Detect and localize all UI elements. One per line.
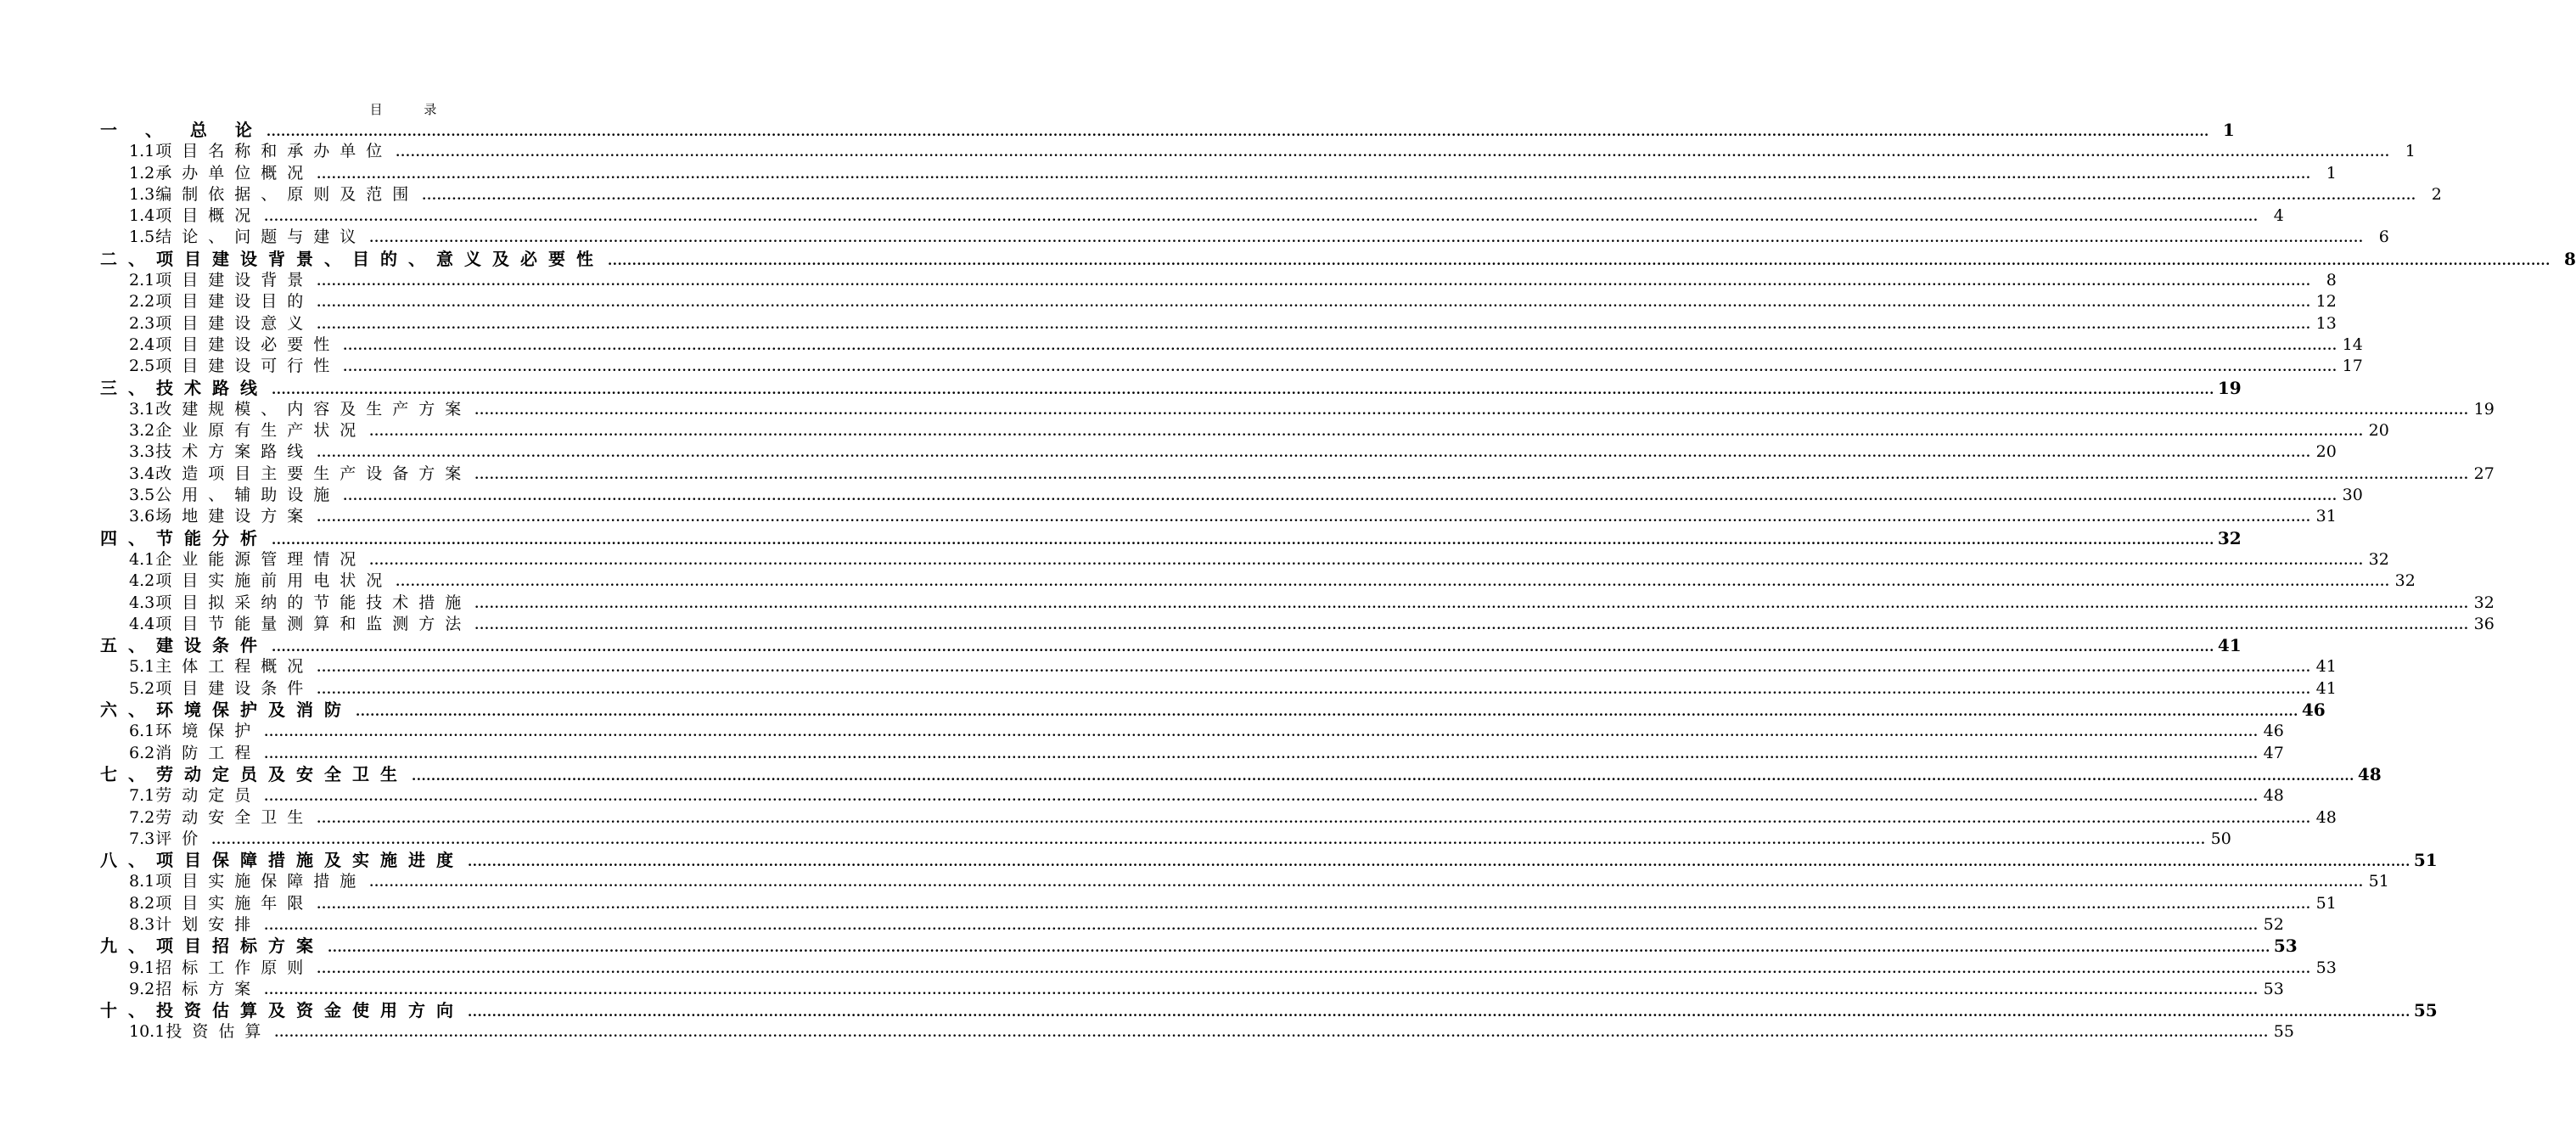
toc-entry-page-number: 51 — [2368, 872, 2389, 891]
toc-section-entry[interactable] — [100, 313, 2337, 334]
toc-entry-label: 改造项目主要生产设备方案 — [155, 464, 472, 483]
toc-section-entry[interactable] — [100, 979, 2284, 1000]
toc-section-entry[interactable] — [100, 184, 2442, 205]
toc-entry-page-number: 4 — [2273, 206, 2284, 226]
toc-entry-label: 劳动定员 — [155, 786, 261, 806]
dot-leader: ................................................................................................................................................................................................................................................................................................................................................................................................................ — [343, 339, 2337, 353]
toc-section-entry[interactable] — [100, 270, 2337, 291]
toc-entry-label: 项目建设意义 — [155, 313, 314, 333]
dot-leader: ................................................................................................................................................................................................................................................................................................................................................................................................................ — [264, 747, 2259, 762]
toc-entry-number: 1.4 — [129, 206, 155, 226]
toc-entry-label: 招标工作原则 — [155, 958, 314, 977]
toc-entry-label: 招标方案 — [155, 979, 261, 998]
toc-entry-number: 2.5 — [129, 357, 155, 376]
toc-entry-label: 五、建设条件 — [100, 635, 268, 656]
toc-entry-page-number: 13 — [2315, 313, 2337, 333]
toc-entry-page-number: 41 — [2315, 657, 2337, 677]
toc-entry-label: 七、劳动定员及安全卫生 — [100, 763, 408, 784]
dot-leader: ................................................................................................................................................................................................................................................................................................................................................................................................................ — [369, 876, 2364, 891]
toc-entry-page-number: 32 — [2473, 593, 2495, 612]
toc-entry-page-number: 20 — [2368, 421, 2389, 441]
dot-leader: ................................................................................................................................................................................................................................................................................................................................................................................................................ — [396, 146, 2390, 160]
dot-leader: ................................................................................................................................................................................................................................................................................................................................................................................................................ — [317, 661, 2311, 676]
dot-leader: ................................................................................................................................................................................................................................................................................................................................................................................................................ — [264, 790, 2259, 805]
toc-entry-label: 项目名称和承办单位 — [155, 142, 393, 161]
dot-leader: ................................................................................................................................................................................................................................................................................................................................................................................................................ — [412, 767, 2354, 784]
dot-leader: ................................................................................................................................................................................................................................................................................................................................................................................................................ — [264, 726, 2259, 740]
toc-entry-number: 6.2 — [129, 743, 155, 762]
dot-leader: ................................................................................................................................................................................................................................................................................................................................................................................................................ — [468, 854, 2410, 870]
toc-entry-label: 环境保护 — [155, 722, 261, 741]
toc-entry-number: 2.2 — [129, 292, 155, 312]
toc-section-entry[interactable] — [100, 829, 2231, 850]
dot-leader: ................................................................................................................................................................................................................................................................................................................................................................................................................ — [343, 361, 2337, 375]
toc-entry-number: 3.4 — [129, 464, 155, 483]
dot-leader: ................................................................................................................................................................................................................................................................................................................................................................................................................ — [608, 252, 2551, 268]
toc-entry-number: 8.1 — [129, 872, 155, 891]
dot-leader: ................................................................................................................................................................................................................................................................................................................................................................................................................ — [317, 683, 2311, 697]
toc-chapter-entry[interactable] — [100, 936, 2298, 957]
toc-section-entry[interactable] — [100, 356, 2363, 377]
toc-entry-number: 1.1 — [129, 142, 155, 161]
toc-entry-label: 改建规模、内容及生产方案 — [155, 399, 472, 419]
toc-section-entry[interactable] — [100, 464, 2495, 485]
dot-leader: ................................................................................................................................................................................................................................................................................................................................................................................................................ — [211, 833, 2206, 847]
dot-leader: ................................................................................................................................................................................................................................................................................................................................................................................................................ — [272, 639, 2214, 655]
toc-entry-label: 项目建设可行性 — [155, 357, 340, 376]
toc-entry-number: 5.2 — [129, 678, 155, 698]
toc-entry-label: 承办单位概况 — [155, 163, 314, 183]
toc-section-entry[interactable] — [100, 506, 2337, 527]
toc-entry-number: 9.1 — [129, 958, 155, 977]
toc-entry-label: 九、项目招标方案 — [100, 936, 324, 957]
dot-leader: ................................................................................................................................................................................................................................................................................................................................................................................................................ — [317, 812, 2311, 826]
toc-entry-label: 十、投资估算及资金使用方向 — [100, 1000, 464, 1021]
dot-leader: ................................................................................................................................................................................................................................................................................................................................................................................................................ — [317, 318, 2311, 332]
toc-entry-label: 项目节能量测算和监测方法 — [155, 614, 472, 633]
toc-entry-label: 结论、问题与建议 — [155, 228, 367, 247]
toc-entry-page-number: 55 — [2413, 1000, 2438, 1021]
dot-leader: ................................................................................................................................................................................................................................................................................................................................................................................................................ — [369, 554, 2364, 568]
toc-entry-label: 二、项目建设背景、目的、意义及必要性 — [100, 248, 604, 269]
toc-chapter-entry[interactable] — [100, 763, 2382, 785]
toc-chapter-entry[interactable] — [100, 850, 2438, 871]
toc-section-entry[interactable] — [100, 593, 2495, 614]
toc-entry-number: 3.2 — [129, 421, 155, 441]
toc-entry-page-number: 46 — [2301, 700, 2326, 721]
toc-entry-label: 计划安排 — [155, 914, 261, 934]
toc-entry-page-number: 27 — [2473, 464, 2495, 483]
toc-section-entry[interactable] — [100, 614, 2495, 635]
toc-entry-page-number: 53 — [2263, 979, 2284, 998]
dot-leader: ................................................................................................................................................................................................................................................................................................................................................................................................................ — [274, 1026, 2269, 1041]
toc-section-entry[interactable] — [100, 721, 2284, 742]
toc-entry-number: 3.5 — [129, 486, 155, 505]
toc-entry-page-number: 46 — [2263, 722, 2284, 741]
toc-entry-number: 2.4 — [129, 334, 155, 354]
toc-entry-label: 企业能源管理情况 — [155, 549, 367, 569]
toc-entry-label: 项目拟采纳的节能技术措施 — [155, 593, 472, 612]
toc-chapter-entry[interactable] — [100, 700, 2326, 721]
toc-entry-label: 项目实施前用电状况 — [155, 571, 393, 591]
toc-entry-page-number: 41 — [2217, 635, 2242, 656]
dot-leader: ................................................................................................................................................................................................................................................................................................................................................................................................................ — [266, 124, 2209, 139]
toc-entry-number: 4.3 — [129, 593, 155, 612]
toc-section-entry[interactable] — [100, 163, 2337, 184]
toc-section-entry[interactable] — [100, 141, 2416, 162]
toc-entry-label: 一 、 总 论 — [100, 120, 263, 140]
toc-entry-number: 8.2 — [129, 893, 155, 913]
toc-entry-label: 投资估算 — [166, 1022, 272, 1042]
toc-entry-page-number: 48 — [2263, 786, 2284, 806]
dot-leader: ................................................................................................................................................................................................................................................................................................................................................................................................................ — [272, 531, 2214, 548]
toc-entry-page-number: 48 — [2315, 807, 2337, 827]
dot-leader: ................................................................................................................................................................................................................................................................................................................................................................................................................ — [317, 167, 2311, 182]
dot-leader: ................................................................................................................................................................................................................................................................................................................................................................................................................ — [264, 983, 2259, 998]
toc-entry-label: 项目建设条件 — [155, 678, 314, 698]
toc-entry-label: 企业原有生产状况 — [155, 421, 367, 441]
dot-leader: ................................................................................................................................................................................................................................................................................................................................................................................................................ — [343, 490, 2337, 504]
dot-leader: ................................................................................................................................................................................................................................................................................................................................................................................................................ — [317, 897, 2311, 912]
toc-section-entry[interactable] — [100, 441, 2337, 463]
toc-entry-label: 项目建设目的 — [155, 292, 314, 312]
toc-section-entry[interactable] — [100, 227, 2389, 248]
dot-leader: ................................................................................................................................................................................................................................................................................................................................................................................................................ — [317, 275, 2311, 289]
toc-entry-number: 1.5 — [129, 228, 155, 247]
toc-section-entry[interactable] — [100, 785, 2284, 807]
toc-section-entry[interactable] — [100, 549, 2389, 570]
toc-section-entry[interactable] — [100, 1021, 2294, 1043]
toc-entry-number: 5.1 — [129, 657, 155, 677]
toc-section-entry[interactable] — [100, 807, 2337, 829]
toc-section-entry[interactable] — [100, 871, 2389, 892]
toc-entry-number: 10.1 — [129, 1022, 166, 1042]
toc-chapter-entry[interactable] — [100, 1000, 2438, 1021]
toc-entry-page-number: 41 — [2315, 678, 2337, 698]
dot-leader: ................................................................................................................................................................................................................................................................................................................................................................................................................ — [474, 618, 2469, 632]
toc-section-entry[interactable] — [100, 420, 2389, 441]
toc-entry-label: 六、环境保护及消防 — [100, 700, 352, 721]
toc-entry-page-number: 32 — [2394, 571, 2416, 591]
toc-entry-page-number: 32 — [2217, 527, 2242, 548]
toc-entry-label: 劳动安全卫生 — [155, 807, 314, 827]
toc-entry-page-number: 47 — [2263, 743, 2284, 762]
toc-section-entry[interactable] — [100, 399, 2495, 420]
dot-leader: ................................................................................................................................................................................................................................................................................................................................................................................................................ — [396, 576, 2390, 590]
toc-entry-page-number: 8 — [2326, 271, 2337, 290]
toc-entry-number: 3.1 — [129, 399, 155, 419]
toc-entry-label: 项目实施年限 — [155, 893, 314, 913]
toc-entry-number: 1.2 — [129, 163, 155, 183]
toc-entry-page-number: 19 — [2473, 399, 2495, 419]
toc-entry-number: 2.1 — [129, 271, 155, 290]
toc-entry-label: 项目建设背景 — [155, 271, 314, 290]
dot-leader: ................................................................................................................................................................................................................................................................................................................................................................................................................ — [317, 296, 2311, 311]
toc-entry-page-number: 50 — [2210, 829, 2231, 848]
toc-entry-page-number: 1 — [2405, 142, 2416, 161]
toc-section-entry[interactable] — [100, 656, 2337, 677]
toc-section-entry[interactable] — [100, 743, 2284, 764]
dot-leader: ................................................................................................................................................................................................................................................................................................................................................................................................................ — [468, 1004, 2410, 1020]
toc-entry-page-number: 1 — [2222, 120, 2235, 140]
toc-entry-label: 八、项目保障措施及实施进度 — [100, 850, 464, 871]
toc-entry-number: 3.3 — [129, 442, 155, 462]
toc-entry-label: 技术方案路线 — [155, 442, 314, 462]
toc-entry-label: 项目概况 — [155, 206, 261, 226]
toc-entry-label: 项目实施保障措施 — [155, 872, 367, 891]
toc-chapter-entry[interactable] — [100, 527, 2242, 549]
toc-entry-page-number: 31 — [2315, 507, 2337, 526]
toc-entry-number: 4.4 — [129, 614, 155, 633]
toc-entry-page-number: 8 — [2563, 248, 2576, 269]
toc-entry-label: 评价 — [155, 829, 209, 848]
dot-leader: ................................................................................................................................................................................................................................................................................................................................................................................................................ — [272, 381, 2214, 397]
dot-leader: ................................................................................................................................................................................................................................................................................................................................................................................................................ — [317, 511, 2311, 526]
toc-entry-number: 8.3 — [129, 914, 155, 934]
toc-title: 目 录 — [369, 102, 456, 117]
toc-section-entry[interactable] — [100, 914, 2284, 936]
toc-chapter-entry[interactable] — [100, 635, 2242, 656]
toc-entry-page-number: 55 — [2273, 1022, 2294, 1042]
toc-entry-page-number: 20 — [2315, 442, 2337, 462]
dot-leader: ................................................................................................................................................................................................................................................................................................................................................................................................................ — [369, 425, 2364, 440]
toc-entry-number: 7.2 — [129, 807, 155, 827]
toc-entry-number: 2.3 — [129, 313, 155, 333]
toc-entry-number: 4.2 — [129, 571, 155, 591]
dot-leader: ................................................................................................................................................................................................................................................................................................................................................................................................................ — [474, 468, 2469, 482]
toc-entry-label: 场地建设方案 — [155, 507, 314, 526]
dot-leader: ................................................................................................................................................................................................................................................................................................................................................................................................................ — [474, 403, 2469, 418]
toc-entry-page-number: 12 — [2315, 292, 2337, 312]
dot-leader: ................................................................................................................................................................................................................................................................................................................................................................................................................ — [356, 704, 2298, 720]
dot-leader: ................................................................................................................................................................................................................................................................................................................................................................................................................ — [264, 211, 2259, 225]
toc-entry-number: 6.1 — [129, 722, 155, 741]
toc-entry-page-number: 19 — [2217, 377, 2242, 398]
toc-entry-number: 3.6 — [129, 507, 155, 526]
toc-entry-page-number: 32 — [2368, 549, 2389, 569]
toc-entry-label: 编制依据、原则及范围 — [155, 184, 419, 204]
dot-leader: ................................................................................................................................................................................................................................................................................................................................................................................................................ — [264, 919, 2259, 933]
toc-entry-number: 9.2 — [129, 979, 155, 998]
toc-entry-page-number: 6 — [2378, 228, 2389, 247]
toc-section-entry[interactable] — [100, 205, 2284, 227]
dot-leader: ................................................................................................................................................................................................................................................................................................................................................................................................................ — [422, 188, 2416, 203]
toc-entry-page-number: 36 — [2473, 614, 2495, 633]
dot-leader: ................................................................................................................................................................................................................................................................................................................................................................................................................ — [317, 962, 2311, 976]
toc-entry-label: 消防工程 — [155, 743, 261, 762]
toc-section-entry[interactable] — [100, 291, 2337, 312]
toc-entry-page-number: 30 — [2342, 486, 2363, 505]
toc-entry-page-number: 48 — [2357, 763, 2382, 784]
toc-entry-number: 4.1 — [129, 549, 155, 569]
table-of-contents — [100, 120, 2576, 1043]
toc-entry-page-number: 17 — [2342, 357, 2363, 376]
toc-entry-label: 项目建设必要性 — [155, 334, 340, 354]
toc-section-entry[interactable] — [100, 485, 2363, 506]
dot-leader: ................................................................................................................................................................................................................................................................................................................................................................................................................ — [369, 232, 2364, 246]
toc-entry-number: 7.1 — [129, 786, 155, 806]
toc-entry-page-number: 53 — [2273, 936, 2298, 957]
toc-entry-number: 1.3 — [129, 184, 155, 204]
toc-chapter-entry[interactable] — [100, 120, 2235, 141]
toc-entry-page-number: 2 — [2431, 184, 2442, 204]
toc-entry-page-number: 53 — [2315, 958, 2337, 977]
toc-entry-page-number: 51 — [2413, 850, 2438, 871]
dot-leader: ................................................................................................................................................................................................................................................................................................................................................................................................................ — [474, 597, 2469, 611]
toc-section-entry[interactable] — [100, 334, 2363, 356]
toc-entry-label: 三、技术路线 — [100, 377, 268, 398]
toc-entry-page-number: 1 — [2326, 163, 2337, 183]
toc-entry-label: 公用、辅助设施 — [155, 486, 340, 505]
dot-leader: ................................................................................................................................................................................................................................................................................................................................................................................................................ — [317, 447, 2311, 461]
toc-entry-page-number: 14 — [2342, 334, 2363, 354]
toc-chapter-entry[interactable] — [100, 377, 2242, 399]
toc-entry-label: 四、节能分析 — [100, 527, 268, 548]
toc-section-entry[interactable] — [100, 570, 2416, 592]
toc-entry-number: 7.3 — [129, 829, 155, 848]
toc-section-entry[interactable] — [100, 893, 2337, 914]
toc-section-entry[interactable] — [100, 678, 2337, 700]
toc-entry-label: 主体工程概况 — [155, 657, 314, 677]
toc-entry-page-number: 52 — [2263, 914, 2284, 934]
toc-chapter-entry[interactable] — [100, 248, 2576, 270]
toc-entry-page-number: 51 — [2315, 893, 2337, 913]
toc-section-entry[interactable] — [100, 958, 2337, 979]
dot-leader: ................................................................................................................................................................................................................................................................................................................................................................................................................ — [328, 940, 2270, 956]
